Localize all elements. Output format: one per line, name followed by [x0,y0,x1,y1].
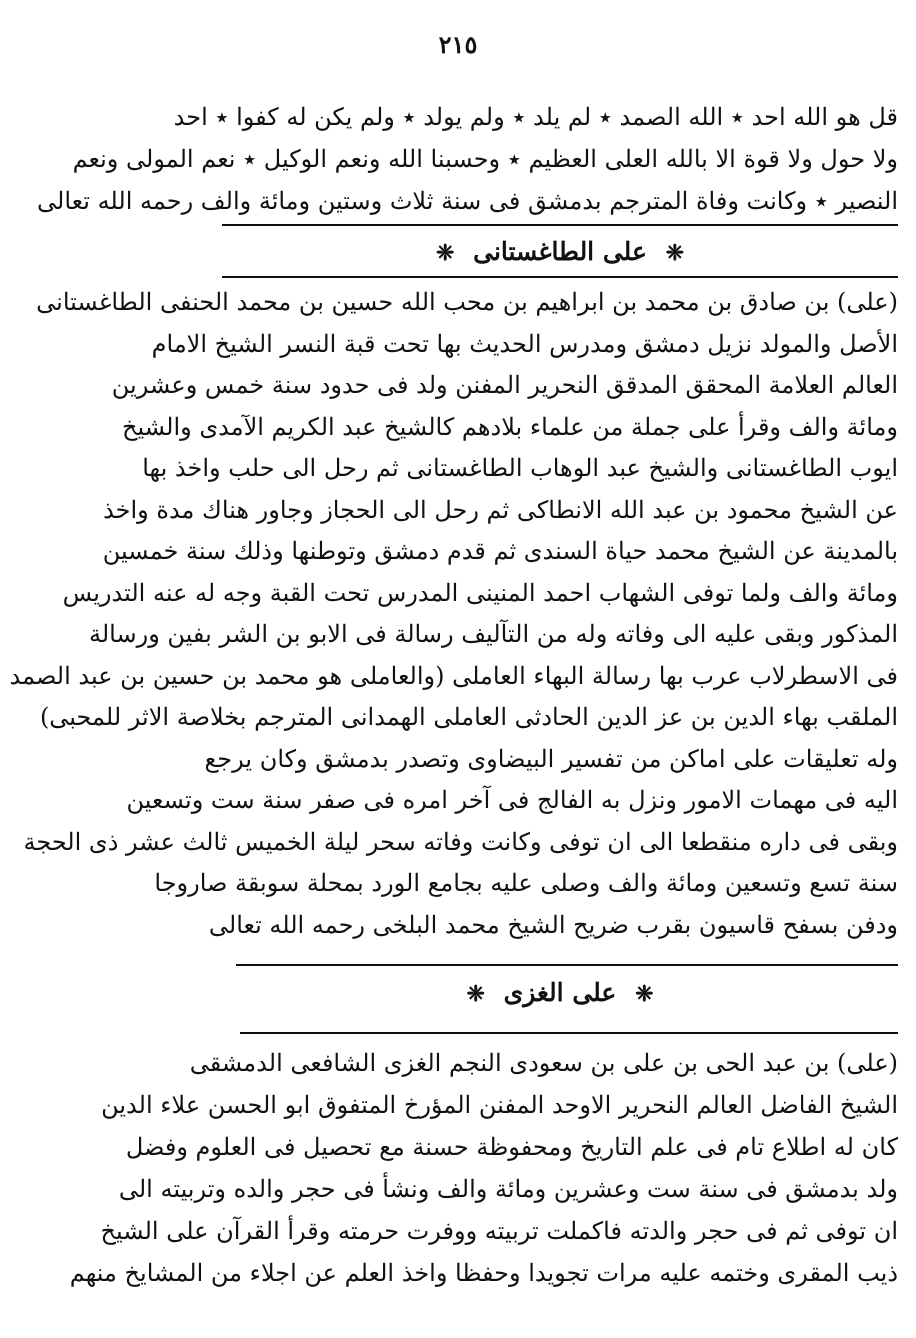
text-line: فى الاسطرلاب عرب بها رسالة البهاء العاملى (والعاملى هو محمد بن حسين بن عبد الصمد [9,661,898,690]
section-title: على الغزى [503,978,617,1007]
text-line: قل هو الله احد ٭ الله الصمد ٭ لم يلد ٭ ولم يولد ٭ ولم يكن له كفوا ٭ احد [173,103,898,131]
intro-paragraph [37,96,898,222]
text-line: الشيخ الفاضل العالم النحرير الاوحد المفنن المؤرخ المتفوق ابو الحسن علاء الدين [101,1091,898,1119]
text-line: ولد بدمشق فى سنة ست وعشرين ومائة والف ونشأ فى حجر والده وتربيته الى [118,1175,898,1203]
text-line: وبقى فى داره منقطعا الى ان توفى وكانت وفاته سحر ليلة الخميس ثالث عشر ذى الحجة [23,827,898,856]
text-line: ايوب الطاغستانى والشيخ عبد الوهاب الطاغستانى ثم رحل الى حلب واخذ بها [142,454,898,482]
ornament-icon: ❈ [466,981,485,1007]
text-line: عن الشيخ محمود بن عبد الله الانطاكى ثم رحل الى الحجاز وجاور هناك مدة واخذ [103,495,898,524]
text-line: المذكور وبقى عليه الى وفاته وله من التآليف رسالة فى الابو بن الشر بفين ورسالة [89,620,898,648]
text-line: (على) بن صادق بن محمد بن ابراهيم بن محب الله حسين بن محمد الحنفى الطاغستانى [36,288,898,316]
text-line: ودفن بسفح قاسيون بقرب ضريح الشيخ محمد البلخى رحمه الله تعالى [208,910,898,939]
ornament-icon: ❈ [665,240,685,266]
divider [236,964,898,966]
text-line: اليه فى مهمات الامور ونزل به الفالج فى آخر امره فى صفر سنة ست وتسعين [126,786,898,814]
text-line: النصير ٭ وكانت وفاة المترجم بدمشق فى سنة ثلاث وستين ومائة والف رحمه الله تعالى [37,187,898,215]
text-line: ومائة والف وقرأ على جملة من علماء بلادهم كالشيخ عبد الكريم الآمدى والشيخ [121,412,898,441]
text-line: ولا حول ولا قوة الا بالله العلى العظيم ٭ وحسبنا الله ونعم الوكيل ٭ نعم المولى ونعم [72,145,898,173]
text-line: (على) بن عبد الحى بن على بن سعودى النجم الغزى الشافعى الدمشقى [189,1049,898,1077]
text-line: كان له اطلاع تام فى علم التاريخ ومحفوظة حسنة مع تحصيل فى العلوم وفضل [125,1133,898,1161]
text-line: وله تعليقات على اماكن من تفسير البيضاوى وتصدر بدمشق وكان يرجع [204,744,898,773]
divider [222,224,898,226]
ornament-icon: ❈ [635,981,654,1007]
entry-ghazzi [69,1042,898,1294]
text-line: بالمدينة عن الشيخ محمد حياة السندى ثم قدم دمشق وتوطنها وذلك سنة خمسين [102,537,898,565]
section-title: على الطاغستانى [473,237,647,266]
text-line: سنة تسع وتسعين ومائة والف وصلى عليه بجامع الورد بمحلة سوبقة صاروجا [154,869,898,897]
entry-taghistani [9,282,898,946]
text-line: العالم العلامة المحقق المدقق النحرير المفنن ولد فى حدود سنة خمس وعشرين [111,371,898,399]
ornament-icon: ❈ [435,240,455,266]
text-line: الأصل والمولد نزيل دمشق ومدرس الحديث بها تحت قبة النسر الشيخ الامام [151,329,898,358]
divider [240,1032,898,1034]
divider [222,276,898,278]
section-heading-taghistani [222,232,898,273]
text-line: ان توفى ثم فى حجر والدته فاكملت تربيته ووفرت حرمته وقرأ القرآن على الشيخ [100,1217,898,1245]
text-line: ومائة والف ولما توفى الشهاب احمد المنينى المدرس تحت القبة وجه له عنه التدريس [62,578,898,607]
page-number: ٢١٥ [438,30,478,59]
text-line: ذيب المقرى وختمه عليه مرات تجويدا وحفظا واخذ العلم عن اجلاء من المشايخ منهم [69,1259,898,1287]
section-heading-ghazzi [222,973,898,1014]
text-line: الملقب بهاء الدين بن عز الدين الحادثى العاملى الهمدانى المترجم بخلاصة الاثر للمحبى) [39,703,898,731]
